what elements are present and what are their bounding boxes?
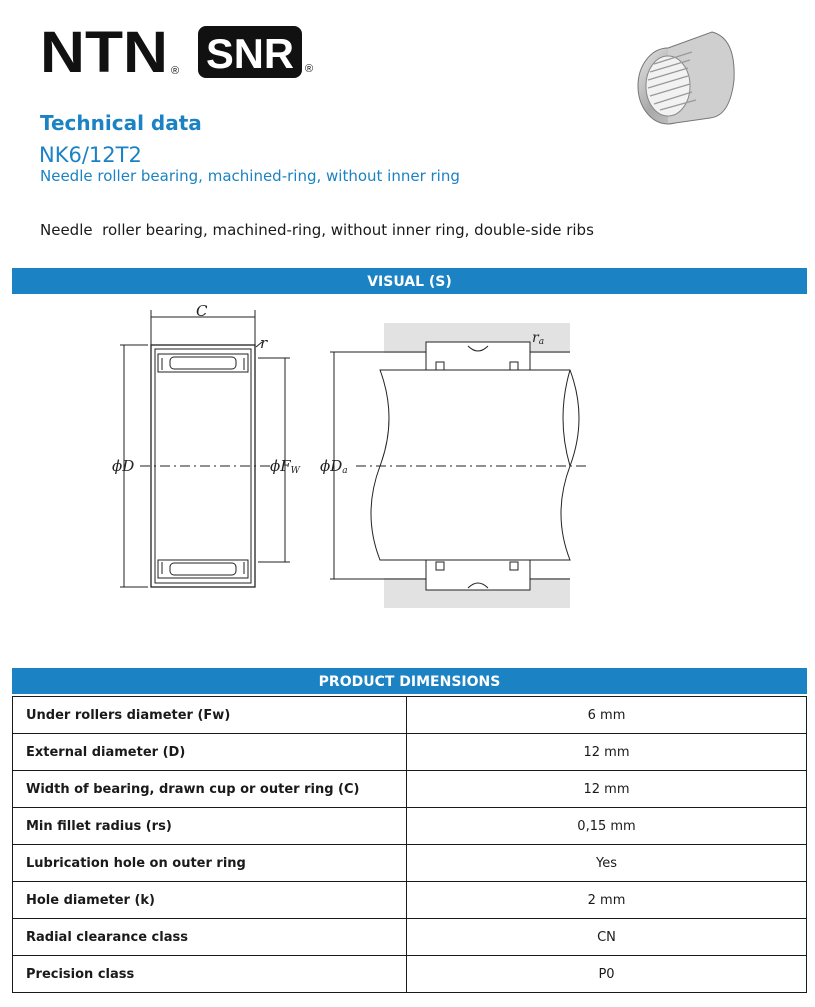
part-number: NK6/12T2 (39, 143, 142, 167)
table-row (13, 882, 807, 919)
dimension-value: P0 (407, 956, 807, 993)
dimension-value: 2 mm (407, 882, 807, 919)
technical-data-heading: Technical data (40, 111, 202, 135)
dimension-label: External diameter (D) (13, 734, 407, 771)
table-row (13, 771, 807, 808)
dimension-label: Precision class (13, 956, 407, 993)
dimension-value: 12 mm (407, 734, 807, 771)
dimension-label: Lubrication hole on outer ring (13, 845, 407, 882)
svg-text:®: ® (305, 63, 314, 75)
dimension-value: 6 mm (407, 697, 807, 734)
dimension-label: Min fillet radius (rs) (13, 808, 407, 845)
svg-text:®: ® (171, 65, 180, 77)
dimension-label: Under rollers diameter (Fw) (13, 697, 407, 734)
fillet-label-r: r (260, 334, 268, 352)
svg-text:NTN: NTN (40, 26, 168, 78)
table-row (13, 919, 807, 956)
outer-diameter-label: ϕD (112, 457, 135, 475)
roller-diameter-label: ϕFW (270, 457, 300, 476)
product-description: Needle roller bearing, machined-ring, without inner ring, double-side ribs (40, 221, 594, 239)
dimension-value: CN (407, 919, 807, 956)
snr-logo (198, 24, 318, 80)
table-row (13, 697, 807, 734)
dimension-value: Yes (407, 845, 807, 882)
table-row (13, 808, 807, 845)
dimension-value: 0,15 mm (407, 808, 807, 845)
table-row (13, 734, 807, 771)
dimension-label: Hole diameter (k) (13, 882, 407, 919)
housing-fillet-label: ra (532, 330, 545, 347)
table-row (13, 845, 807, 882)
ntn-logo (40, 26, 185, 78)
technical-drawing (100, 300, 600, 620)
width-label-c: C (196, 302, 208, 320)
product-subtitle: Needle roller bearing, machined-ring, without inner ring (40, 167, 460, 185)
dimension-label: Radial clearance class (13, 919, 407, 956)
housing-diameter-label: ϕDa (320, 457, 348, 476)
bearing-product-image (630, 24, 742, 132)
dimension-label: Width of bearing, drawn cup or outer ring (C) (13, 771, 407, 808)
product-dimensions-header: PRODUCT DIMENSIONS (12, 668, 807, 694)
dimensions-table (12, 696, 807, 993)
visual-section-header: VISUAL (S) (12, 268, 807, 294)
table-row (13, 956, 807, 993)
mounting-arrangement (330, 323, 586, 608)
svg-text:SNR: SNR (206, 30, 294, 77)
dimension-value: 12 mm (407, 771, 807, 808)
